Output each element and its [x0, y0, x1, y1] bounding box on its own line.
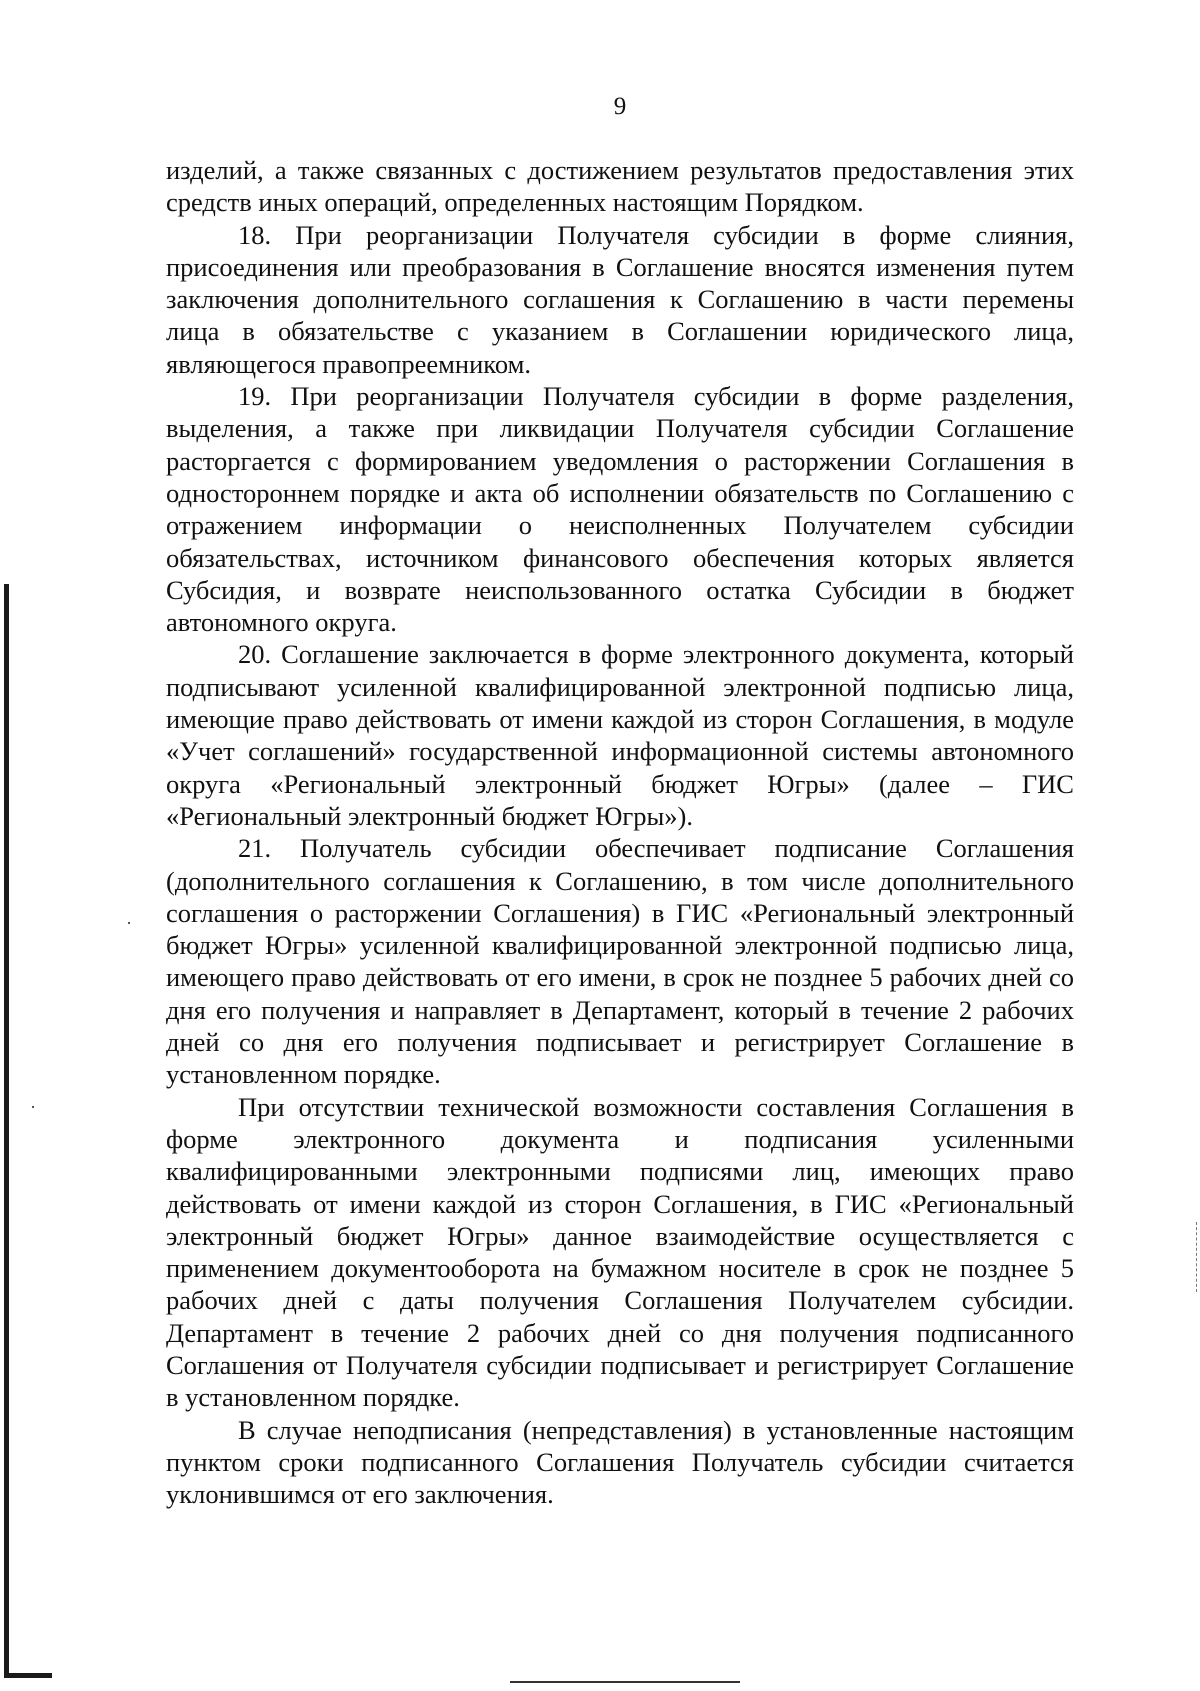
paragraph-item-18: 18. При реорганизации Получателя субсидии в форме слияния, присоединения или преобразования в Соглашение вносятся изменения путем заключения дополнительного соглашения к Соглашению в части перемены лица в обязательстве с указанием в Соглашении юридического лица, являющегося правопреемником.	[166, 219, 1074, 379]
scan-edge-marks	[1196, 1222, 1198, 1292]
footer-rule	[510, 1681, 740, 1683]
document-body	[166, 154, 1074, 1510]
scan-binding-edge-foot	[4, 1673, 52, 1678]
paragraph-item-21-part-3: В случае неподписания (непредставления) в установленные настоящим пунктом сроки подписанного Соглашения Получатель субсидии считается уклонившимся от его заключения.	[166, 1414, 1074, 1510]
scan-speck	[32, 1106, 34, 1108]
paragraph-item-20: 20. Соглашение заключается в форме электронного документа, который подписывают усиленной квалифицированной электронной подписью лица, имеющие право действовать от имени каждой из сторон Соглашения, в модуле «Учет соглашений» государственной информационной системы автономного округа «Региональный электронный бюджет Югры» (далее – ГИС «Региональный электронный бюджет Югры»).	[166, 639, 1074, 831]
paragraph-continuation: изделий, а также связанных с достижением результатов предоставления этих средств иных операций, определенных настоящим Порядком.	[166, 155, 1074, 218]
paragraph-item-19: 19. При реорганизации Получателя субсидии в форме разделения, выделения, а также при ликвидации Получателя субсидии Соглашение расторгается с формированием уведомления о расторжении Соглашения в одностороннем порядке и акта об исполнении обязательств по Соглашению с отражением информации о неисполненных Получателем субсидии обязательствах, источником финансового обеспечения которых является Субсидия, и возврате неиспользованного остатка Субсидии в бюджет автономного округа.	[166, 381, 1074, 638]
paragraph-item-21-part-2: При отсутствии технической возможности составления Соглашения в форме электронного документа и подписания усиленными квалифицированными электронными подписями лиц, имеющих право действовать от имени каждой из сторон Соглашения, в ГИС «Региональный электронный бюджет Югры» данное взаимодействие осуществляется с применением документооборота на бумажном носителе в срок не позднее 5 рабочих дней с даты получения Соглашения Получателем субсидии. Департамент в течение 2 рабочих дней со дня получения подписанного Соглашения от Получателя субсидии подписывает и регистрирует Соглашение в установленном порядке.	[166, 1091, 1074, 1413]
scan-binding-edge	[4, 584, 9, 1678]
scan-speck	[128, 922, 130, 924]
paragraph-item-21: 21. Получатель субсидии обеспечивает подписание Соглашения (дополнительного соглашения к Соглашению, в том числе дополнительного соглашения о расторжении Соглашения) в ГИС «Региональный электронный бюджет Югры» усиленной квалифицированной электронной подписью лица, имеющего право действовать от его имени, в срок не позднее 5 рабочих дней со дня его получения и направляет в Департамент, который в течение 2 рабочих дней со дня его получения подписывает и регистрирует Соглашение в установленном порядке.	[166, 833, 1074, 1090]
page-number: 9	[613, 93, 627, 120]
